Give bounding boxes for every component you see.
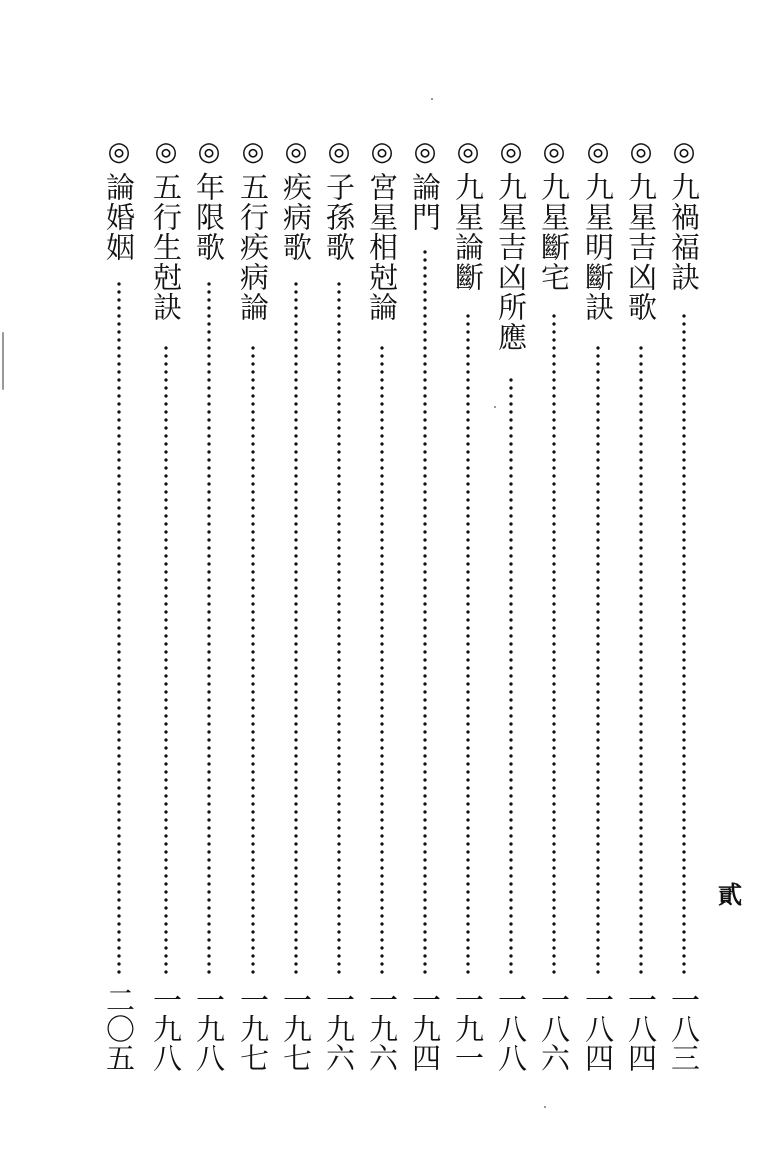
toc-entry-page: 一八六 xyxy=(537,985,571,1072)
toc-entry[interactable] xyxy=(450,137,486,1080)
toc-entry-page: 一九六 xyxy=(322,985,356,1072)
toc-entry-page: 一九八 xyxy=(192,985,226,1072)
dot-leader xyxy=(509,376,513,978)
double-circle-icon: ◎ xyxy=(586,137,610,167)
toc-entry-page: 一九七 xyxy=(279,985,313,1072)
double-circle-icon: ◎ xyxy=(370,137,394,167)
dot-leader xyxy=(682,312,686,978)
dot-leader xyxy=(337,280,341,978)
double-circle-icon: ◎ xyxy=(107,137,131,167)
toc-entry-title: 論門 xyxy=(408,172,442,232)
toc-entry-title: 九星論斷 xyxy=(451,172,485,292)
scan-speck xyxy=(544,1106,546,1108)
dot-leader xyxy=(251,344,255,978)
toc-entry-page: 一九六 xyxy=(365,985,399,1072)
toc-entry[interactable] xyxy=(666,137,702,1080)
scan-speck xyxy=(431,98,433,100)
toc-entry[interactable] xyxy=(191,137,227,1080)
toc-entry[interactable] xyxy=(623,137,659,1080)
toc-entry[interactable] xyxy=(321,137,357,1080)
toc-entry[interactable] xyxy=(580,137,616,1080)
toc-entry-page: 一八八 xyxy=(494,985,528,1072)
double-circle-icon: ◎ xyxy=(629,137,653,167)
toc-entry-title: 子孫歌 xyxy=(322,172,356,262)
toc-entry[interactable] xyxy=(148,137,184,1080)
dot-leader xyxy=(639,344,643,978)
toc-entry-title: 九禍福訣 xyxy=(667,172,701,292)
double-circle-icon: ◎ xyxy=(241,137,265,167)
scan-speck xyxy=(494,406,496,408)
toc-entry-title: 九星吉凶歌 xyxy=(624,172,658,322)
double-circle-icon: ◎ xyxy=(672,137,696,167)
toc-entry-page: 一八四 xyxy=(581,985,615,1072)
toc-entry-page: 一九一 xyxy=(451,985,485,1072)
double-circle-icon: ◎ xyxy=(499,137,523,167)
toc-entry[interactable] xyxy=(101,137,137,1080)
toc-entry-page: 一九四 xyxy=(408,985,442,1072)
double-circle-icon: ◎ xyxy=(154,137,178,167)
page-folio: 貳 xyxy=(718,880,742,909)
scan-edge-mark xyxy=(2,332,4,390)
toc-entry[interactable] xyxy=(364,137,400,1080)
double-circle-icon: ◎ xyxy=(456,137,480,167)
toc-entry-page: 一九八 xyxy=(149,985,183,1072)
double-circle-icon: ◎ xyxy=(413,137,437,167)
dot-leader xyxy=(380,344,384,978)
dot-leader xyxy=(164,344,168,978)
toc-entry-title: 九星明斷訣 xyxy=(581,172,615,322)
double-circle-icon: ◎ xyxy=(327,137,351,167)
toc-entry[interactable] xyxy=(407,137,443,1080)
toc-entry-title: 疾病歌 xyxy=(279,172,313,262)
toc-entry-page: 一八三 xyxy=(667,985,701,1072)
dot-leader xyxy=(552,312,556,978)
toc-entry[interactable] xyxy=(493,137,529,1080)
double-circle-icon: ◎ xyxy=(284,137,308,167)
dot-leader xyxy=(294,280,298,978)
toc-entry[interactable] xyxy=(536,137,572,1080)
toc-entry-page: 一九七 xyxy=(236,985,270,1072)
double-circle-icon: ◎ xyxy=(542,137,566,167)
double-circle-icon: ◎ xyxy=(197,137,221,167)
dot-leader xyxy=(423,248,427,978)
toc-entry-page: 二〇五 xyxy=(102,985,136,1072)
toc-entry-title: 九星吉凶所應 xyxy=(494,172,528,352)
dot-leader xyxy=(207,280,211,978)
toc-entry-title: 九星斷宅 xyxy=(537,172,571,292)
toc-entry-title: 年限歌 xyxy=(192,172,226,262)
toc-entry-title: 五行疾病論 xyxy=(236,172,270,322)
toc-entry[interactable] xyxy=(278,137,314,1080)
toc-entry-title: 五行生尅訣 xyxy=(149,172,183,322)
toc-entry[interactable] xyxy=(235,137,271,1080)
toc-entry-title: 宮星相尅論 xyxy=(365,172,399,322)
toc-entry-page: 一八四 xyxy=(624,985,658,1072)
toc-entry-title: 論婚姻 xyxy=(102,172,136,262)
dot-leader xyxy=(466,312,470,978)
dot-leader xyxy=(596,344,600,978)
dot-leader xyxy=(117,280,121,978)
